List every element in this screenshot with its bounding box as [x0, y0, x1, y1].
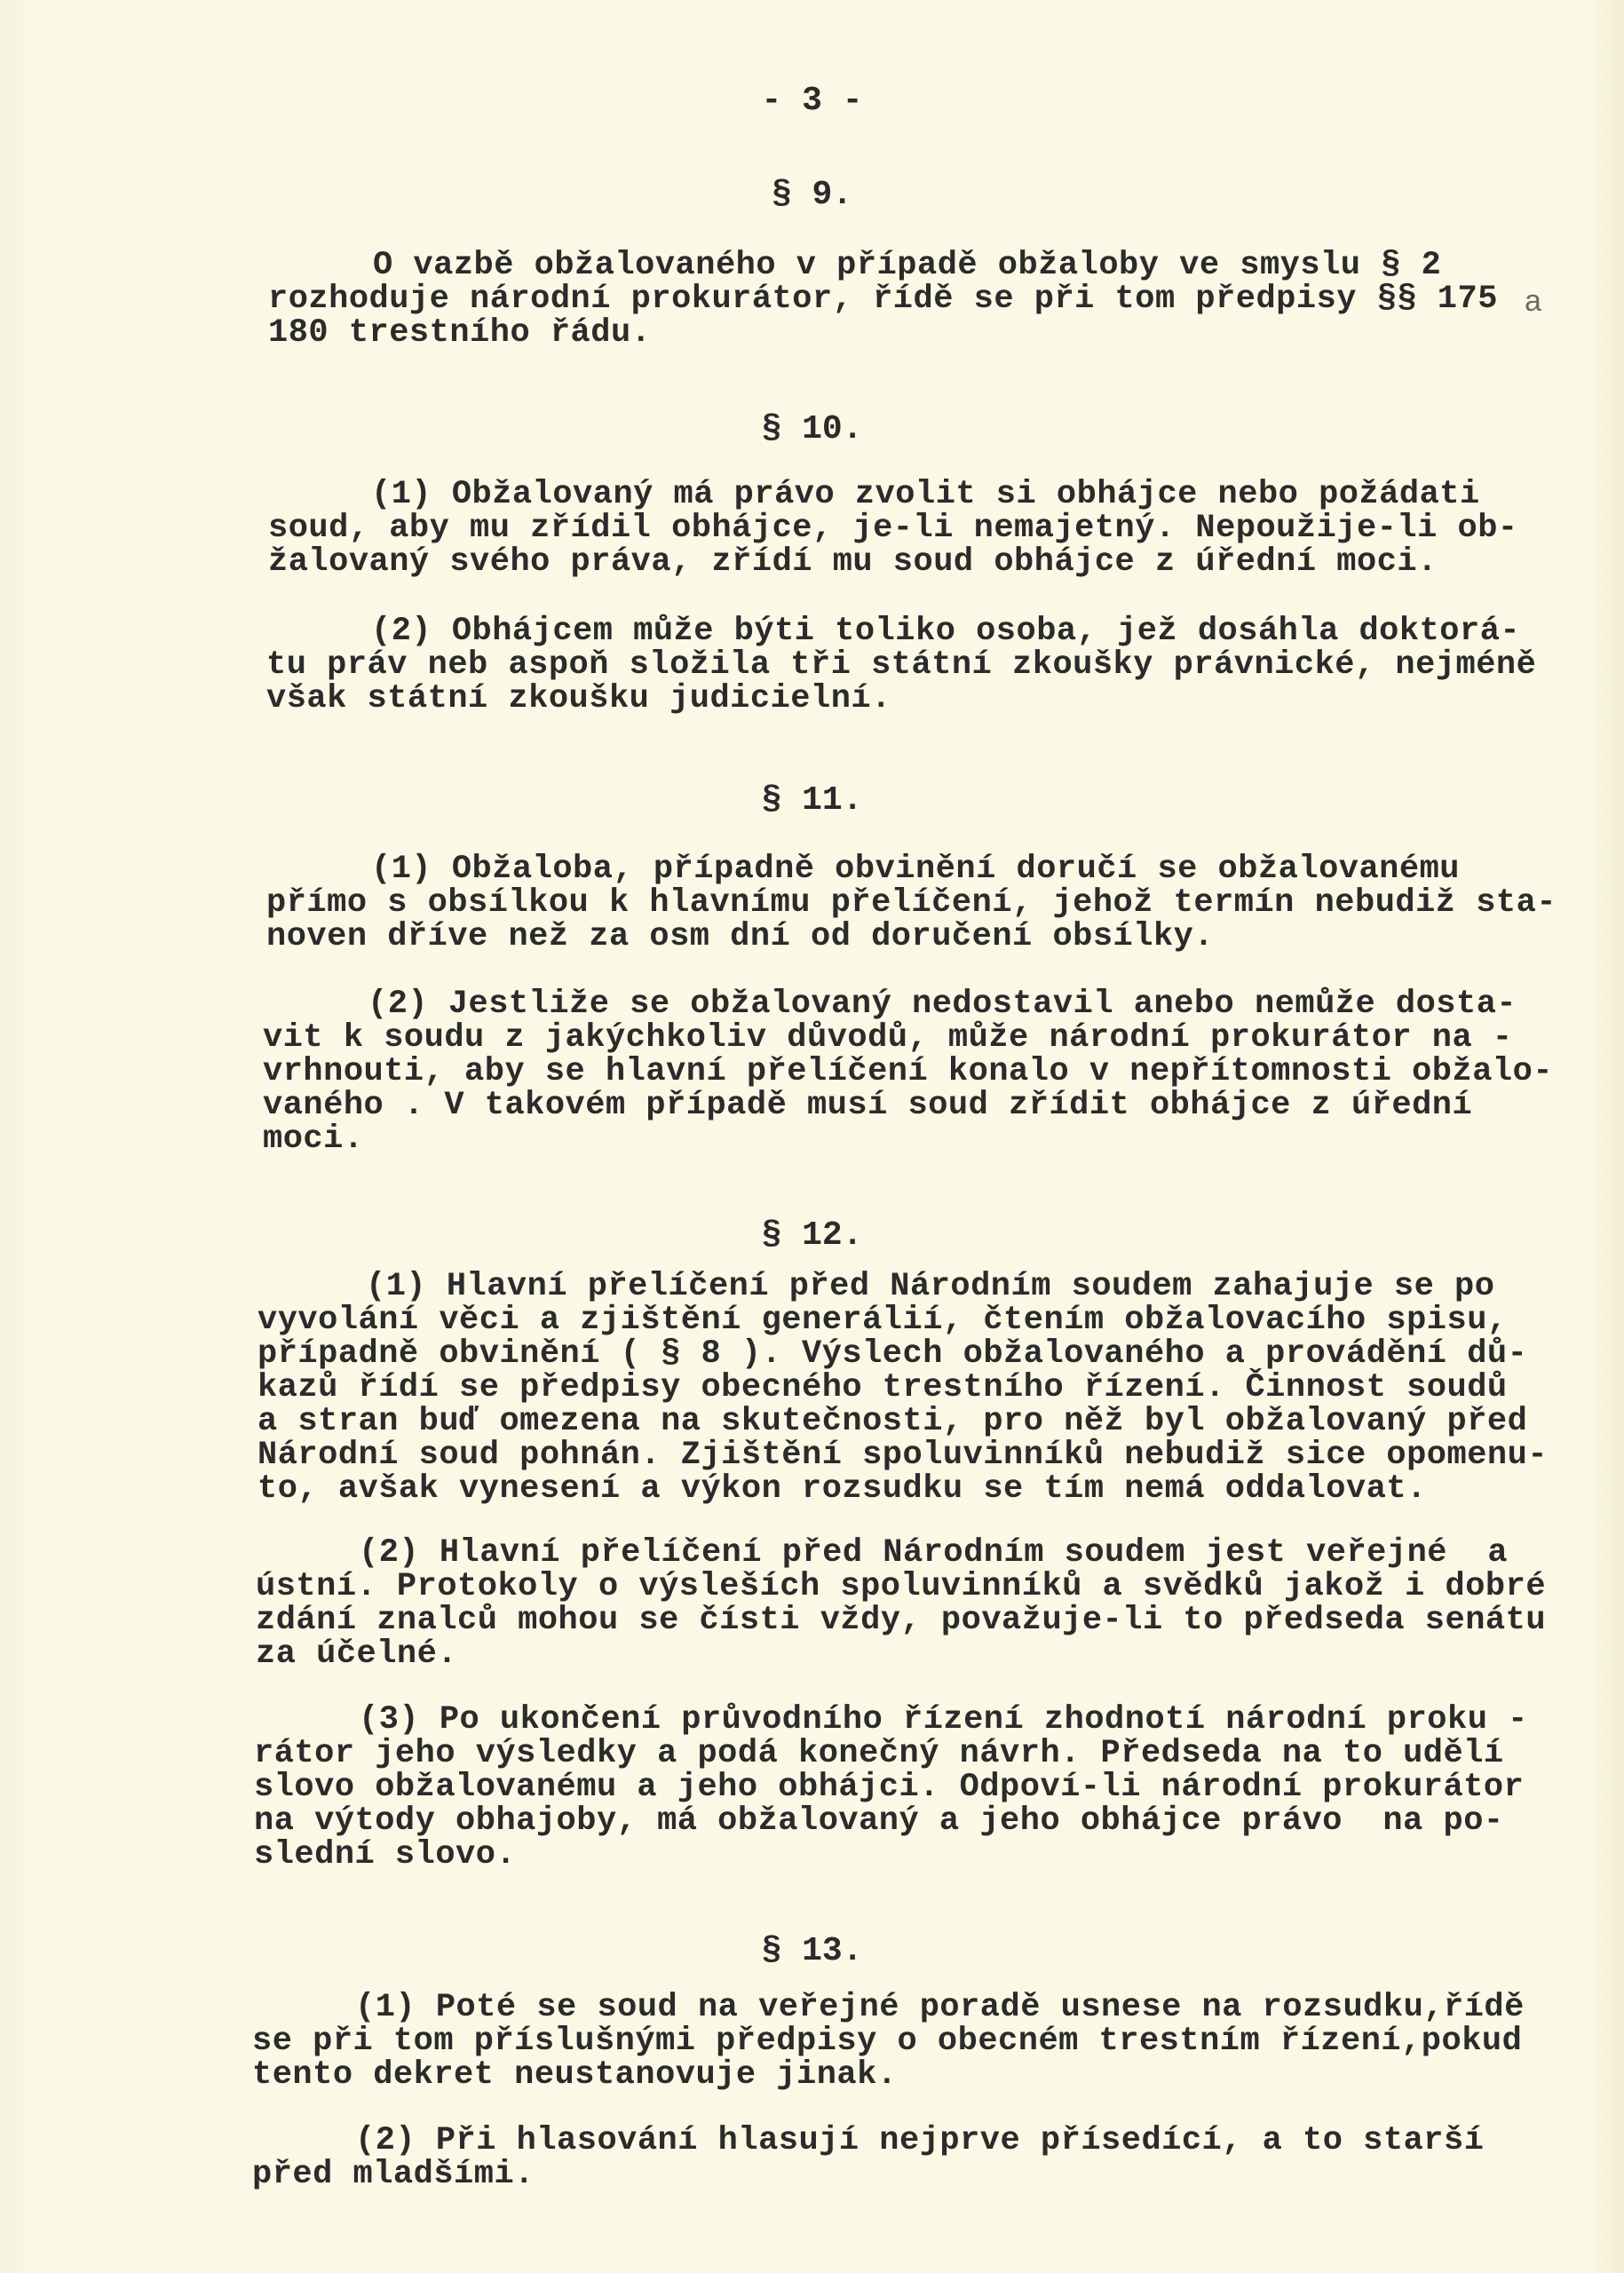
- text-line: se při tom příslušnými předpisy o obecném trestním řízení,pokud: [252, 2023, 1523, 2060]
- text-line: slední slovo.: [254, 1836, 517, 1873]
- text-line: O vazbě obžalovaného v případě obžaloby ve smyslu § 2: [373, 247, 1442, 284]
- text-line: (1) Obžaloba, případně obvinění doručí se obžalovanému: [371, 851, 1460, 888]
- text-line: (2) Jestliže se obžalovaný nedostavil anebo nemůže dosta-: [368, 986, 1517, 1023]
- text-line: ústní. Protokoly o výsleších spoluvinníků a svědků jakož i dobré: [256, 1568, 1547, 1605]
- text-line: to, avšak vynesení a výkon rozsudku se tím nemá oddalovat.: [257, 1470, 1427, 1508]
- text-line: (2) Obhájcem může býti toliko osoba, jež dosáhla doktorá-: [371, 613, 1521, 650]
- section-heading-9: § 9.: [771, 176, 853, 214]
- text-line: však státní zkoušku judicielní.: [266, 680, 891, 717]
- section-heading-11: § 11.: [761, 781, 863, 820]
- text-line: a stran buď omezena na skutečnosti, pro něž byl obžalovaný před: [257, 1403, 1528, 1440]
- margin-note: a: [1525, 284, 1541, 318]
- text-line: (1) Poté se soud na veřejné poradě usnese na rozsudku,řídě: [355, 1989, 1525, 2026]
- text-line: noven dříve než za osm dní od doručení obsílky.: [266, 918, 1215, 955]
- text-line: moci.: [263, 1121, 364, 1158]
- page-number: - 3 -: [761, 82, 863, 120]
- text-line: případně obvinění ( § 8 ). Výslech obžalovaného a provádění dů-: [257, 1335, 1528, 1373]
- text-line: vyvolání věci a zjištění generálií, čtením obžalovacího spisu,: [257, 1302, 1508, 1339]
- text-line: na výtody obhajoby, má obžalovaný a jeho obhájce právo na po-: [254, 1802, 1504, 1840]
- text-line: rátor jeho výsledky a podá konečný návrh. Předseda na to udělí: [254, 1735, 1504, 1772]
- text-line: zdání znalců mohou se čísti vždy, považuje-li to předseda senátu: [256, 1602, 1547, 1639]
- text-line: tu práv neb aspoň složila tři státní zkoušky právnické, nejméně: [266, 646, 1537, 684]
- section-heading-12: § 12.: [761, 1216, 863, 1255]
- text-line: Národní soud pohnán. Zjištění spoluvinníků nebudiž sice opomenu-: [257, 1437, 1549, 1474]
- text-line: vit k soudu z jakýchkoliv důvodů, může národní prokurátor na -: [263, 1019, 1513, 1057]
- text-line: za účelné.: [256, 1635, 458, 1673]
- section-heading-10: § 10.: [761, 410, 863, 448]
- section-heading-13: § 13.: [761, 1932, 863, 1970]
- text-line: přímo s obsílkou k hlavnímu přelíčení, jehož termín nebudiž sta-: [266, 884, 1557, 922]
- text-line: slovo obžalovanému a jeho obhájci. Odpoví-li národní prokurátor: [254, 1769, 1525, 1806]
- text-line: 180 trestního řádu.: [268, 314, 652, 352]
- text-line: (3) Po ukončení průvodního řízení zhodnotí národní proku -: [359, 1701, 1528, 1738]
- text-line: soud, aby mu zřídil obhájce, je-li nemajetný. Nepoužije-li ob-: [268, 510, 1518, 547]
- text-line: žalovaný svého práva, zřídí mu soud obhájce z úřední moci.: [268, 543, 1438, 581]
- text-line: (1) Obžalovaný má právo zvolit si obhájce nebo požádati: [371, 476, 1480, 513]
- text-line: před mladšími.: [252, 2156, 535, 2193]
- text-line: (2) Hlavní přelíčení před Národním soudem jest veřejné a: [359, 1534, 1509, 1572]
- text-line: vaného . V takovém případě musí soud zřídit obhájce z úřední: [263, 1087, 1473, 1124]
- text-line: tento dekret neustanovuje jinak.: [252, 2056, 898, 2094]
- text-line: kazů řídí se předpisy obecného trestního řízení. Činnost soudů: [257, 1369, 1508, 1406]
- text-line: (2) Při hlasování hlasují nejprve přísedící, a to starší: [355, 2122, 1485, 2159]
- text-line: rozhoduje národní prokurátor, řídě se při tom předpisy §§ 175: [268, 281, 1498, 318]
- text-line: (1) Hlavní přelíčení před Národním soudem zahajuje se po: [366, 1268, 1495, 1305]
- text-line: vrhnouti, aby se hlavní přelíčení konalo v nepřítomnosti obžalo-: [263, 1053, 1554, 1090]
